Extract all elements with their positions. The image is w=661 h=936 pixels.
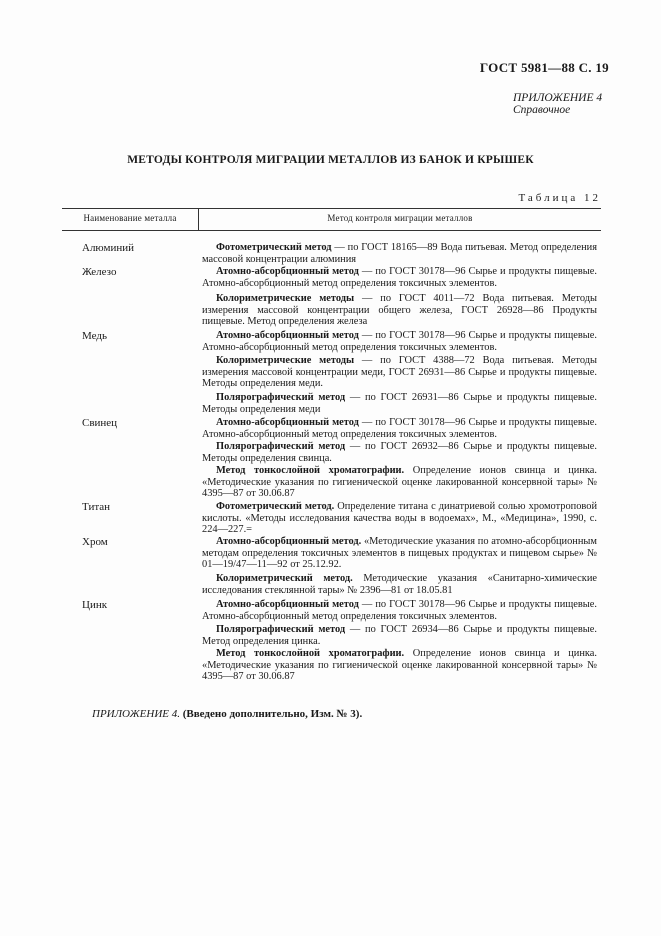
metal-titanium: Титан — [82, 501, 111, 513]
method-entry: Метод тонкослойной хроматографии. Определение ионов свинца и цинка. «Методические указания по гигиенической оценке лакированной консервной тары» № 4395—87 от 30.06.87 — [202, 465, 597, 500]
metal-aluminium: Алюминий — [82, 242, 135, 254]
method-entry: Фотометрический метод. Определение титана с динатриевой солью хромотроповой кислоты. «Методы исследования качества воды в водоемах», М., «Медицина», 1990, с. 224—227.= — [202, 501, 598, 536]
metal-iron: Железо — [82, 266, 117, 278]
footnote-text: (Введено дополнительно, Изм. № 3). — [182, 708, 363, 720]
method-entry: Атомно-абсорбционный метод — по ГОСТ 30178—96 Сырье и продукты пищевые. Атомно-абсорбционный метод определения токсичных элементов. — [202, 417, 597, 440]
footnote-label: ПРИЛОЖЕНИЕ 4. — [92, 708, 180, 720]
method-entry: Колориметрические методы — по ГОСТ 4011—72 Вода питьевая. Методы измерения массовой концентрации общего железа, ГОСТ 26928—86 Продукты пищевые. Метод определения железа — [202, 293, 597, 328]
metal-chromium: Хром — [82, 536, 108, 548]
metal-zinc: Цинк — [82, 599, 108, 611]
method-entry: Атомно-абсорбционный метод — по ГОСТ 30178—96 Сырье и продукты пищевые. Атомно-абсорбционный метод определения токсичных элементов. — [202, 599, 597, 622]
method-entry: Полярографический метод — по ГОСТ 26932—86 Сырье и продукты пищевые. Методы определения свинца. — [202, 441, 597, 464]
method-entry: Полярографический метод — по ГОСТ 26934—86 Сырье и продукты пищевые. Метод определения цинка. — [202, 624, 597, 647]
page-header: ГОСТ 5981—88 С. 19 — [479, 60, 609, 75]
method-entry: Фотометрический метод — по ГОСТ 18165—89 Вода питьевая. Метод определения массовой концентрации алюминия — [202, 242, 597, 265]
method-entry: Колориметрический метод. Методические указания «Санитарно-химические исследования стеклянной тары» № 2396—81 от 18.05.81 — [202, 573, 597, 596]
appendix-subtitle: Справочное — [513, 104, 571, 116]
appendix-label — [513, 92, 602, 116]
column-header-method: Метод контроля миграции металлов — [327, 213, 473, 223]
method-entry: Колориметрические методы — по ГОСТ 4388—72 Вода питьевая. Методы измерения массовой концентрации меди, ГОСТ 26931—86 Сырье и продукты пищевые. Методы определения меди. — [202, 355, 597, 390]
method-entry: Атомно-абсорбционный метод — по ГОСТ 30178—96 Сырье и продукты пищевые. Атомно-абсорбционный метод определения токсичных элементов. — [202, 330, 597, 353]
method-entry: Метод тонкослойной хроматографии. Определение ионов свинца и цинка. «Методические указания по гигиенической оценке лакированной консервной тары» № 4395—87 от 30.06.87 — [202, 648, 597, 683]
table-top-rule — [62, 208, 601, 209]
document-title: МЕТОДЫ КОНТРОЛЯ МИГРАЦИИ МЕТАЛЛОВ ИЗ БАНОК И КРЫШЕК — [127, 154, 534, 166]
method-entry: Атомно-абсорбционный метод. «Методические указания по атомно-абсорбционным методам определения токсичных элементов в пищевых продуктах и пищевом сырье» № 01—19/47—11—92 от 25.12.92. — [202, 536, 597, 571]
appendix-title: ПРИЛОЖЕНИЕ 4 — [513, 92, 603, 104]
method-entry: Атомно-абсорбционный метод — по ГОСТ 30178—96 Сырье и продукты пищевые. Атомно-абсорбционный метод определения токсичных элементов. — [202, 266, 597, 289]
metal-copper: Медь — [82, 330, 107, 342]
column-header-metal: Наименование металла — [83, 213, 177, 223]
table-header-rule — [62, 230, 601, 231]
table-label: Таблица 12 — [518, 192, 601, 204]
method-entry: Полярографический метод — по ГОСТ 26931—86 Сырье и продукты пищевые. Методы определения меди — [202, 392, 597, 415]
metal-lead: Свинец — [82, 417, 118, 429]
footnote — [92, 708, 362, 720]
